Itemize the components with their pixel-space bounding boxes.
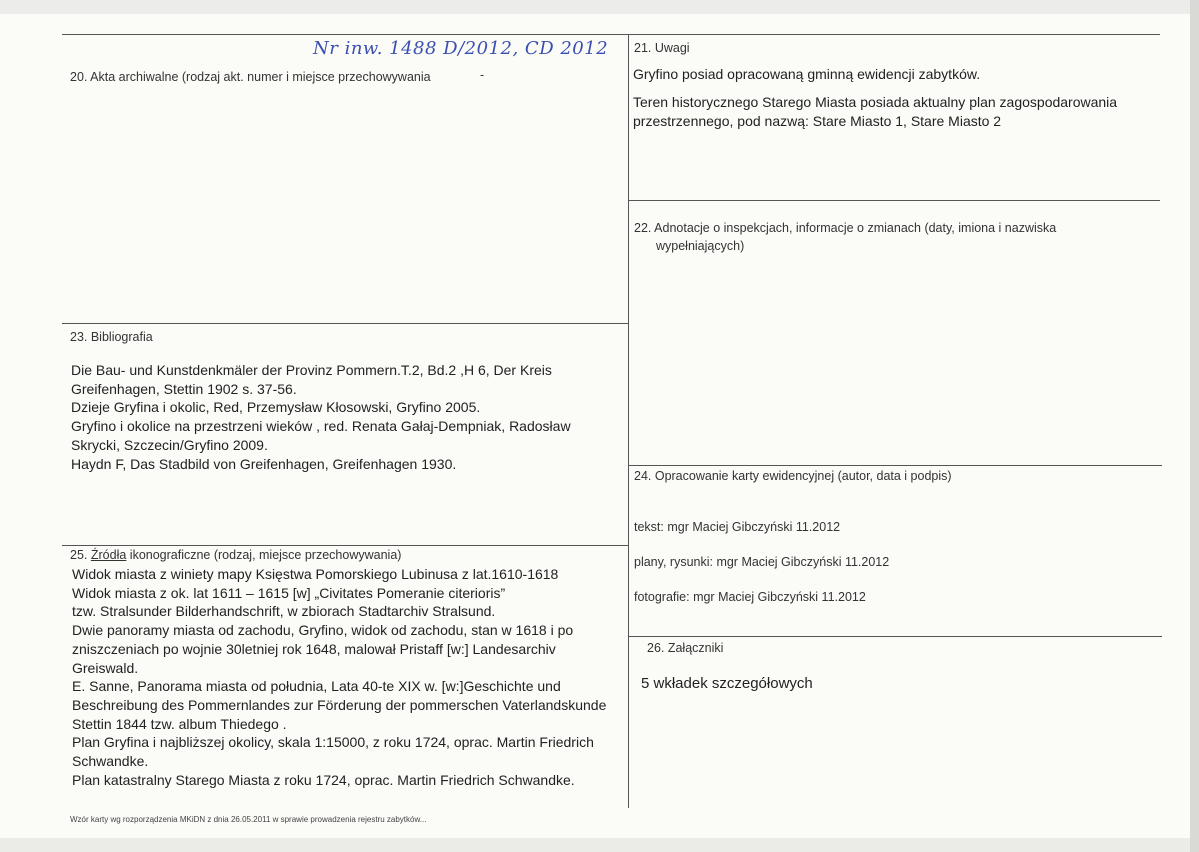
- bibliography-line: Dzieje Gryfina i okolic, Red, Przemysław Kłosowski, Gryfino 2005.: [71, 399, 481, 416]
- section-23-label: 23. Bibliografia: [70, 330, 153, 344]
- section-21-line-1: Gryfino posiad opracowaną gminną ewidencji zabytków.: [633, 66, 981, 82]
- iconography-line: Greiswald.: [72, 659, 139, 676]
- iconography-list: [72, 565, 606, 789]
- bibliography-list: [71, 361, 571, 473]
- section-22-label-cont: wypełniających): [656, 239, 745, 253]
- section-21-line-3: przestrzennego, pod nazwą: Stare Miasto 1, Stare Miasto 2: [633, 112, 1002, 129]
- section-20-label: 20. Akta archiwalne (rodzaj akt. numer i miejsce przechowywania: [70, 70, 431, 84]
- section-21-paragraph: [633, 93, 1117, 130]
- section-25-number: 25.: [70, 548, 88, 562]
- iconography-line: Beschreibung des Pommernlandes zur Förderung der pommerschen Vaterlandskunde: [72, 696, 607, 713]
- handwritten-inventory-note: Nr inw. 1488 D/2012, CD 2012: [313, 38, 609, 59]
- scan-edge-right: [1190, 0, 1199, 852]
- iconography-line: Widok miasta z ok. lat 1611 – 1615 [w] „Civitates Pomeranie citerioris”: [72, 584, 506, 601]
- iconography-line: E. Sanne, Panorama miasta od południa, Lata 40-te XIX w. [w:]Geschichte und: [72, 678, 561, 695]
- section-21-label: 21. Uwagi: [634, 41, 690, 55]
- section-25-underlined-word: Źródła: [90, 548, 127, 562]
- rule-center-vertical: [628, 34, 629, 808]
- bibliography-line: Haydn F, Das Stadbild von Greifenhagen, Greifenhagen 1930.: [71, 455, 457, 472]
- author-photos: fotografie: mgr Maciej Gibczyński 11.2012: [634, 590, 866, 604]
- footer-note: Wzór karty wg rozporządzenia MKiDN z dnia 26.05.2011 w sprawie prowadzenia rejestru zabytków...: [70, 815, 427, 824]
- scan-edge-bottom: [0, 838, 1199, 852]
- rule-top: [62, 34, 1160, 35]
- rule-right-3: [628, 636, 1162, 637]
- iconography-line: zniszczeniach po wojnie 30letniej rok 1648, malował Pristaff [w:] Landesarchiv: [72, 640, 556, 657]
- bibliography-line: Die Bau- und Kunstdenkmäler der Provinz Pommern.T.2, Bd.2 ,H 6, Der Kreis: [71, 362, 552, 378]
- section-21-line-2: Teren historycznego Starego Miasta posiada aktualny plan zagospodarowania: [633, 94, 1118, 110]
- rule-right-2: [628, 465, 1162, 466]
- section-24-label: 24. Opracowanie karty ewidencyjnej (autor, data i podpis): [634, 469, 952, 483]
- author-plans: plany, rysunki: mgr Maciej Gibczyński 11.2012: [634, 555, 890, 569]
- iconography-line: tzw. Stralsunder Bilderhandschrift, w zbiorach Stadtarchiv Stralsund.: [72, 603, 496, 620]
- bibliography-line: Gryfino i okolice na przestrzeni wieków , red. Renata Gałaj-Dempniak, Radosław: [71, 418, 571, 435]
- rule-left-2: [62, 545, 628, 546]
- author-text: tekst: mgr Maciej Gibczyński 11.2012: [634, 520, 841, 534]
- iconography-line: Dwie panoramy miasta od zachodu, Gryfino, widok od zachodu, stan w 1618 i po: [72, 622, 574, 639]
- scan-edge-top: [0, 0, 1199, 14]
- rule-left-1: [62, 323, 628, 324]
- rule-right-1: [628, 200, 1160, 201]
- attachments-value: 5 wkładek szczegółowych: [641, 675, 813, 692]
- bibliography-line: Greifenhagen, Stettin 1902 s. 37-56.: [71, 380, 297, 397]
- section-20-mark: -: [480, 68, 485, 82]
- iconography-line: Stettin 1844 tzw. album Thiedego .: [72, 715, 287, 732]
- iconography-line: Plan katastralny Starego Miasta z roku 1724, oprac. Martin Friedrich Schwandke.: [72, 771, 575, 788]
- section-22-label: 22. Adnotacje o inspekcjach, informacje o zmianach (daty, imiona i nazwiska: [634, 221, 1057, 235]
- iconography-line: Schwandke.: [72, 753, 149, 770]
- bibliography-line: Skrycki, Szczecin/Gryfino 2009.: [71, 436, 268, 453]
- section-26-label: 26. Załączniki: [647, 641, 724, 655]
- iconography-line: Widok miasta z winiety mapy Księstwa Pomorskiego Lubinusa z lat.1610-1618: [72, 566, 559, 582]
- iconography-line: Plan Gryfina i najbliższej okolicy, skala 1:15000, z roku 1724, oprac. Martin Friedrich: [72, 734, 594, 751]
- section-25-label-rest: ikonograficzne (rodzaj, miejsce przechowywania): [126, 548, 402, 562]
- section-25-label: [70, 548, 401, 562]
